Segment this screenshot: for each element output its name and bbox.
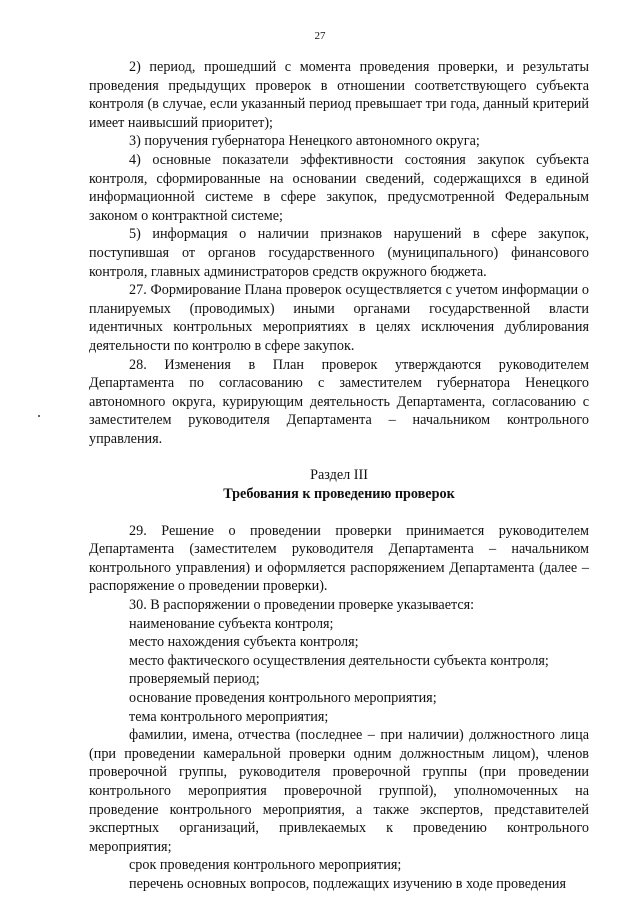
paragraph-item-2: 2) период, прошедший с момента проведения проверки, и результаты проведения предыдущих проверок в отношении соответствующего субъекта контроля (в случае, если указанный период превышает три года, данный критерий имеет наивысший приоритет); xyxy=(89,59,589,131)
paragraph-27: 27. Формирование Плана проверок осуществляется с учетом информации о планируемых (проводимых) иными органами государственной власти идентичных контрольных мероприятиях в целях исключения дублирования деятельности по контролю в сфере закупок. xyxy=(89,282,589,354)
paragraph-item-5: 5) информация о наличии признаков нарушений в сфере закупок, поступившая от органов государственного (муниципального) финансового контроля, главных администраторов средств окружного бюджета. xyxy=(89,226,589,280)
paragraph-29: 29. Решение о проведении проверки принимается руководителем Департамента (заместителем руководителя Департамента – начальником контрольного управления) и оформляется распоряжением Департамента (далее – распоряжение о проведении проверки). xyxy=(89,522,589,595)
section-label: Раздел III xyxy=(310,467,368,484)
paragraph-persons: фамилии, имена, отчества (последнее – при наличии) должностного лица (при проведении камеральной проверки одним должностным лицом), членов проверочной группы, руководителя проверочной группы (при проведении контрольного мероприятия проверочной группой), уполномоченных на проведение контрольного мероприятия, а также экспертов, представителей экспертных организаций, привлекаемых к проведению контрольного мероприятия; xyxy=(89,727,589,855)
scan-mark xyxy=(38,415,40,417)
list-item: перечень основных вопросов, подлежащих изучению в ходе проведения xyxy=(129,875,567,892)
list-item: место нахождения субъекта контроля; xyxy=(129,634,359,651)
paragraph-30: 30. В распоряжении о проведении проверке указывается: xyxy=(129,597,475,614)
list-item: проверяемый период; xyxy=(129,671,260,688)
list-item: основание проведения контрольного мероприятия; xyxy=(129,690,437,706)
document-body xyxy=(89,58,589,894)
paragraph-28: 28. Изменения в План проверок утверждаются руководителем Департамента по согласованию с заместителем губернатора Ненецкого автономного округа, курирующим деятельность Департамента, согласованию с заместителем руководителя Департамента – начальником контрольного управления. xyxy=(89,356,589,447)
list-item: наименование субъекта контроля; xyxy=(129,615,334,632)
page-number: 27 xyxy=(314,30,326,42)
list-item: тема контрольного мероприятия; xyxy=(129,708,329,725)
section-title: Требования к проведению проверок xyxy=(223,486,455,503)
paragraph-item-4: 4) основные показатели эффективности состояния закупок субъекта контроля, сформированные на основании сведений, содержащихся в единой информационной системе в сфере закупок, предусмотренной Федеральным законом о контрактной системе; xyxy=(89,151,589,224)
list-item: срок проведения контрольного мероприятия; xyxy=(129,857,402,874)
paragraph-item-3: 3) поручения губернатора Ненецкого автономного округа; xyxy=(129,133,480,150)
list-item: место фактического осуществления деятельности субъекта контроля; xyxy=(129,652,549,669)
